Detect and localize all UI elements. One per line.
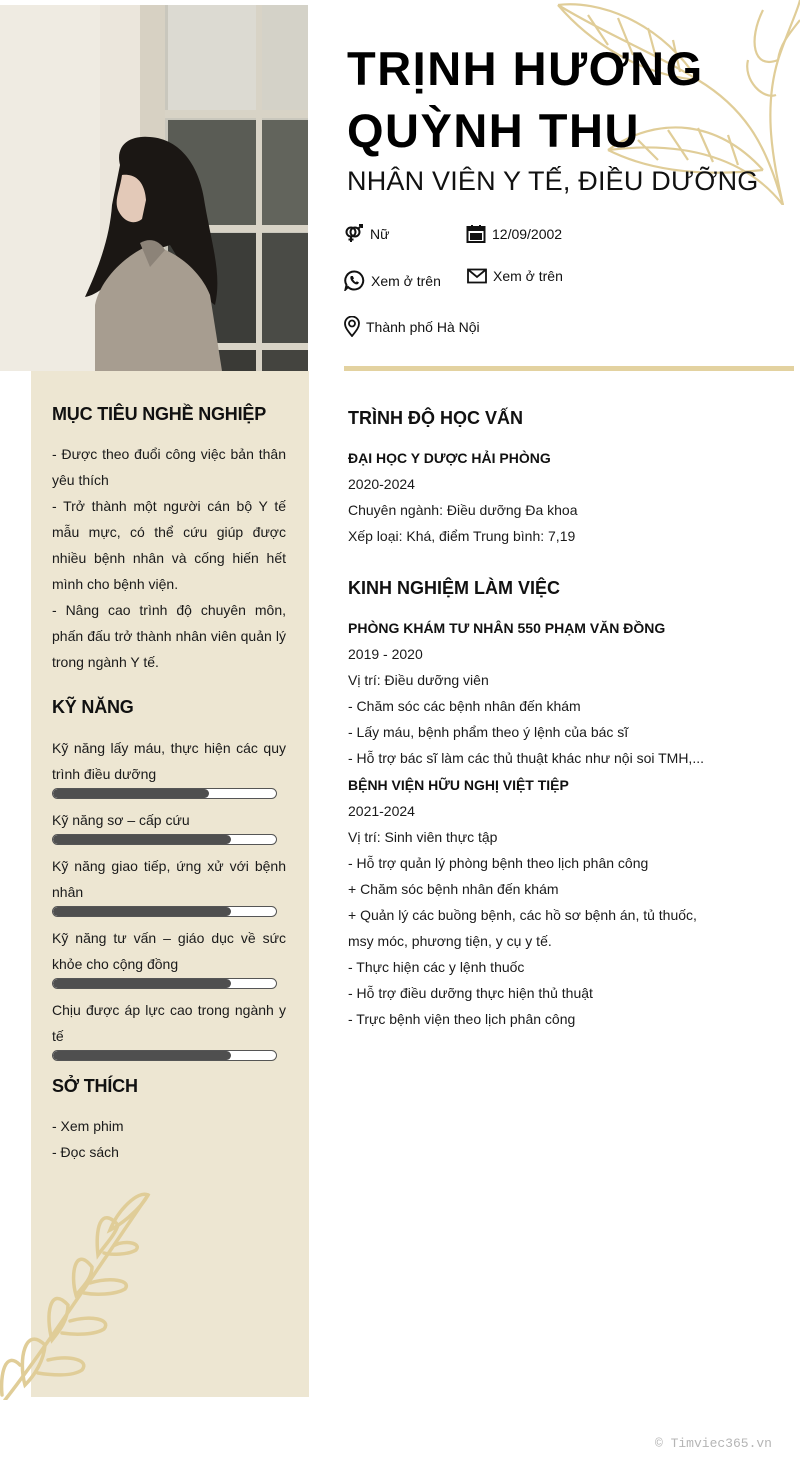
objective-line: - Nâng cao trình độ chuyên môn, phấn đấu trở thành nhân viên quản lý trong ngành Y tế. (52, 602, 286, 670)
education-entry (348, 445, 778, 549)
skill-item (52, 997, 286, 1061)
leaf-decoration-bottom-left-icon (0, 1185, 160, 1400)
job-duty: - Chăm sóc các bệnh nhân đến khám (348, 698, 581, 714)
objective-section (52, 404, 286, 675)
skill-progress-bar (52, 978, 277, 989)
job-duty: - Hỗ trợ quản lý phòng bệnh theo lịch phân công (348, 855, 649, 871)
job-duty: - Lấy máu, bệnh phẩm theo ý lệnh của bác sĩ (348, 724, 629, 740)
candidate-name-line2: QUỲNH THU (347, 104, 640, 157)
hobbies-section (52, 1076, 286, 1165)
skill-item (52, 807, 286, 845)
email-info (467, 268, 563, 284)
phone-icon (344, 270, 365, 291)
hobby-item: - Xem phim (52, 1118, 124, 1134)
education-major: Chuyên ngành: Điều dưỡng Đa khoa (348, 502, 578, 518)
email-value: Xem ở trên (493, 268, 563, 284)
candidate-name-line1: TRỊNH HƯƠNG (347, 42, 704, 95)
skill-item (52, 853, 286, 917)
skill-label: Kỹ năng giao tiếp, ứng xử với bệnh nhân (52, 858, 286, 900)
job-period: 2021-2024 (348, 803, 415, 819)
job-duty: + Quản lý các buồng bệnh, các hồ sơ bệnh án, tủ thuốc, msy móc, phương tiện, y cụ y tế. (348, 907, 697, 949)
hobby-item: - Đọc sách (52, 1144, 119, 1160)
gender-info (344, 224, 389, 244)
employer-name: BỆNH VIỆN HỮU NGHỊ VIỆT TIỆP (348, 777, 569, 793)
experience-entry (348, 615, 778, 771)
experience-heading: KINH NGHIỆM LÀM VIỆC (348, 578, 561, 598)
job-duty: - Trực bệnh viện theo lịch phân công (348, 1011, 576, 1027)
skill-progress-bar (52, 834, 277, 845)
address-info (344, 316, 480, 337)
job-position: Vị trí: Điều dưỡng viên (348, 672, 489, 688)
hobbies-heading: SỞ THÍCH (52, 1076, 138, 1096)
skill-progress-bar (52, 788, 277, 799)
experience-entry (348, 772, 720, 1032)
skill-progress-fill (53, 789, 209, 798)
job-period: 2019 - 2020 (348, 646, 423, 662)
skill-progress-bar (52, 1050, 277, 1061)
education-grade: Xếp loại: Khá, điểm Trung bình: 7,19 (348, 528, 576, 544)
skill-label: Kỹ năng tư vấn – giáo dục về sức khỏe cho cộng đồng (52, 930, 286, 972)
skill-item (52, 925, 286, 989)
birthday-info (466, 224, 562, 244)
skill-progress-fill (53, 1051, 231, 1060)
watermark: © Timviec365.vn (654, 1436, 772, 1451)
education-heading: TRÌNH ĐỘ HỌC VẤN (348, 408, 523, 428)
skill-item (52, 735, 286, 799)
job-position: Vị trí: Sinh viên thực tập (348, 829, 498, 845)
email-icon (467, 268, 487, 284)
gender-value: Nữ (370, 226, 390, 242)
header (347, 38, 787, 198)
phone-info (344, 270, 441, 291)
skill-label: Chịu được áp lực cao trong ngành y tế (52, 1002, 286, 1044)
header-divider (344, 366, 794, 371)
skill-progress-fill (53, 979, 231, 988)
employer-name: PHÒNG KHÁM TƯ NHÂN 550 PHẠM VĂN ĐỒNG (348, 620, 666, 636)
job-duty: - Hỗ trợ bác sĩ làm các thủ thuật khác như nội soi TMH,... (348, 750, 704, 766)
profile-photo (0, 5, 308, 371)
address-value: Thành phố Hà Nội (366, 318, 480, 335)
calendar-icon (466, 224, 486, 244)
skill-progress-fill (53, 835, 231, 844)
location-pin-icon (344, 316, 360, 337)
objective-heading: MỤC TIÊU NGHỀ NGHIỆP (52, 404, 267, 424)
birthday-value: 12/09/2002 (492, 226, 563, 242)
skills-heading: KỸ NĂNG (52, 697, 134, 717)
job-duty: - Hỗ trợ điều dưỡng thực hiện thủ thuật (348, 985, 593, 1001)
job-title: NHÂN VIÊN Y TẾ, ĐIỀU DƯỠNG (347, 166, 759, 196)
gender-icon (344, 224, 364, 244)
skills-section (52, 697, 286, 1069)
objective-line: - Được theo đuổi công việc bản thân yêu thích (52, 446, 286, 488)
job-duty: + Chăm sóc bệnh nhân đến khám (348, 881, 559, 897)
objective-line: - Trở thành một người cán bộ Y tế mẫu mực, có thể cứu giúp được nhiều bệnh nhân và cống hiến hết mình cho bệnh viện. (52, 498, 286, 592)
education-period: 2020-2024 (348, 476, 415, 492)
job-duty: - Thực hiện các y lệnh thuốc (348, 959, 525, 975)
skill-label: Kỹ năng sơ – cấp cứu (52, 812, 190, 828)
school-name: ĐẠI HỌC Y DƯỢC HẢI PHÒNG (348, 450, 551, 466)
phone-value: Xem ở trên (371, 272, 441, 289)
skill-progress-fill (53, 907, 231, 916)
skill-progress-bar (52, 906, 277, 917)
skill-label: Kỹ năng lấy máu, thực hiện các quy trình điều dưỡng (52, 740, 286, 782)
